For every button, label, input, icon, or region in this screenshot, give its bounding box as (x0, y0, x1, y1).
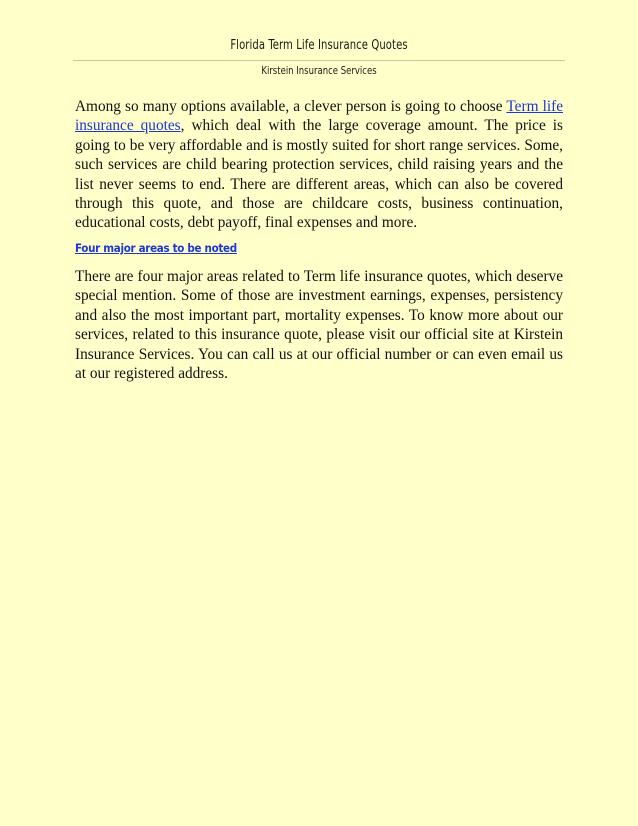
term-life-insurance-quotes-link[interactable]: Term life insurance quotes (75, 98, 563, 135)
paragraph-intro-text-start: Among so many options available, a clever person is going to choose (75, 98, 507, 115)
header-subtitle: Kirstein Insurance Services (261, 64, 377, 77)
header-title: Florida Term Life Insurance Quotes (230, 38, 408, 53)
paragraph-intro-text-end: , which deal with the large coverage amount. The price is going to be very affordable and is mostly suited for short range services. Some, such services are child bearing protection services, child raising years and the list never seems to end. There are different areas, which can also be covered through this quote, and those are childcare costs, business continuation, educational costs, debt payoff, final expenses and more. (75, 117, 563, 232)
paragraph-intro (75, 97, 563, 233)
header-divider (73, 60, 565, 61)
paragraph-areas: There are four major areas related to Term life insurance quotes, which deserve special mention. Some of those are investment earnings, expenses, persistency and also the most important part, mortality expenses. To know more about our services, related to this insurance quote, please visit our official site at Kirstein Insurance Services. You can call us at our official number or can even email us at our registered address. (75, 268, 563, 383)
section-heading-link[interactable]: Four major areas to be noted (75, 241, 237, 255)
